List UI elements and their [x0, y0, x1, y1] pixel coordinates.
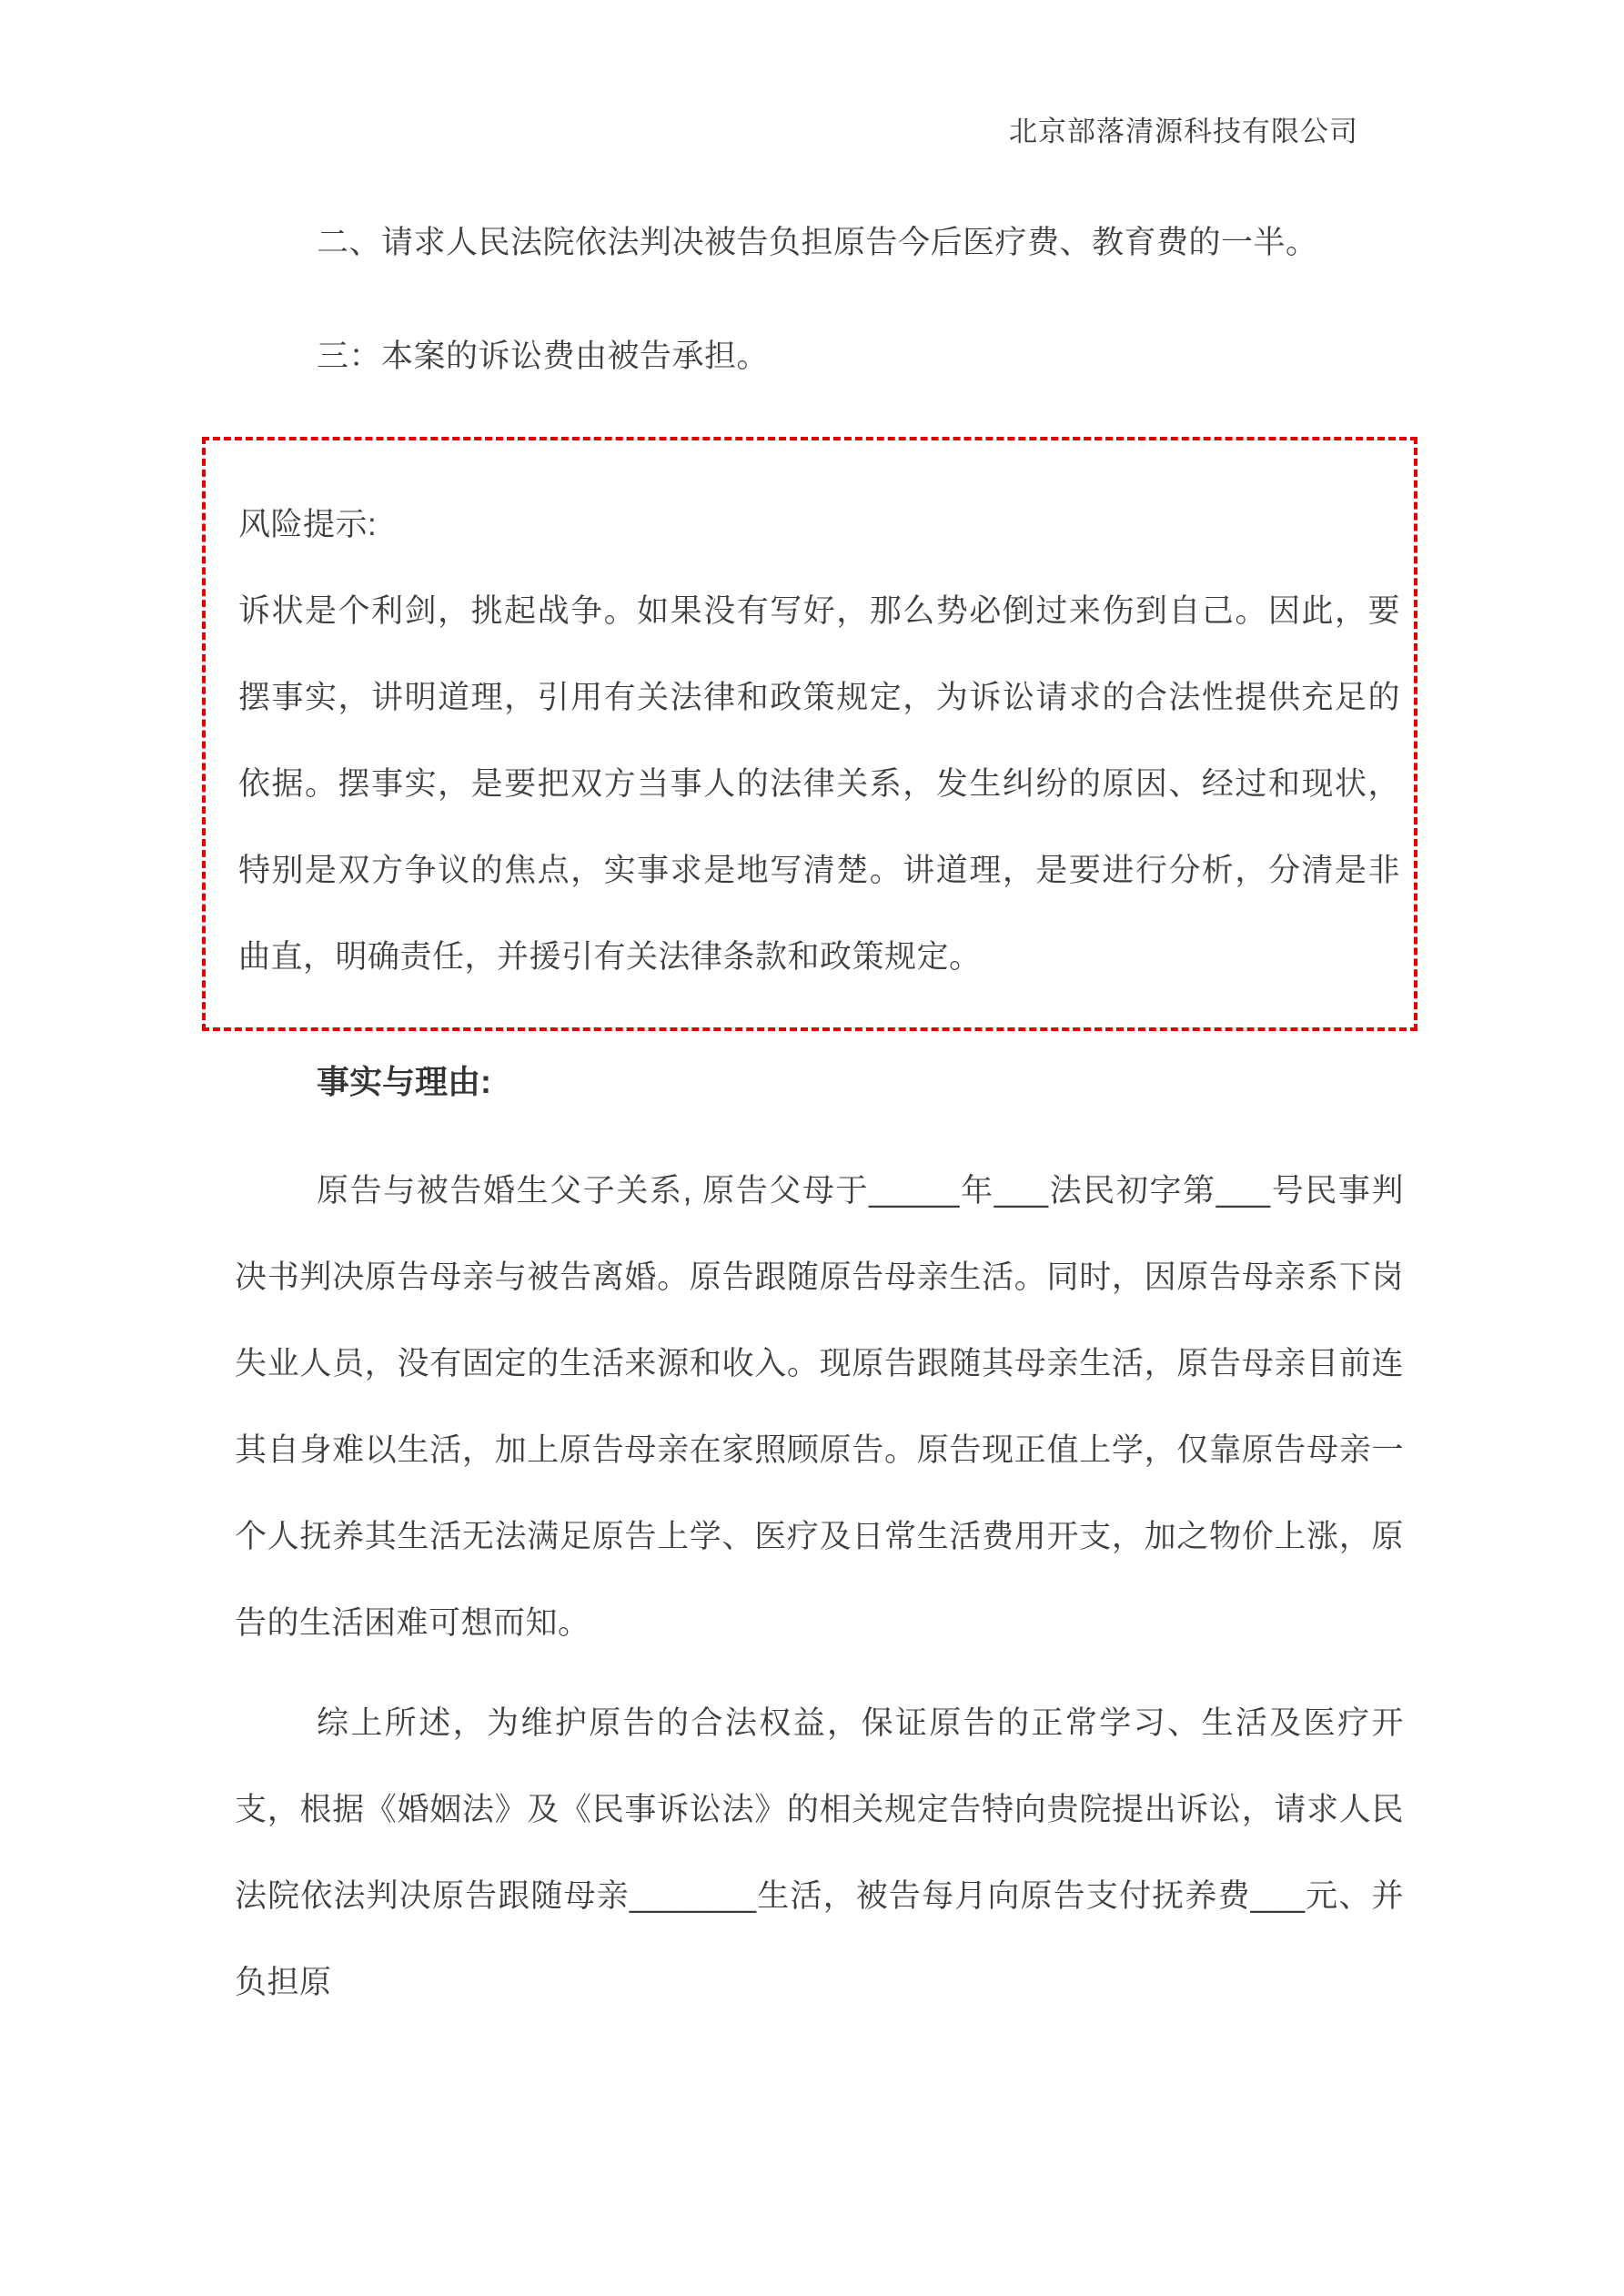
claim-item-3: 三：本案的诉讼费由被告承担。 [317, 338, 770, 374]
risk-notice-body: 诉状是个利剑，挑起战争。如果没有写好，那么势必倒过来伤到自己。因此，要摆事实，讲明道理，引用有关法律和政策规定，为诉讼请求的合法性提供充足的依据。摆事实，是要把双方当事人的法律关系，发生纠纷的原因、经过和现状，特别是双方争议的焦点，实事求是地写清楚。讲道理，是要进行分析，分清是非曲直，明确责任，并援引有关法律条款和政策规定。 [238, 592, 1400, 975]
company-name: 北京部落清源科技有限公司 [1009, 116, 1358, 147]
risk-notice-box [202, 437, 1417, 1031]
claim-item-2: 二、请求人民法院依法判决被告负担原告今后医疗费、教育费的一半。 [317, 224, 1318, 260]
risk-notice-title: 风险提示: [238, 506, 378, 542]
document-header [235, 0, 1404, 150]
facts-and-reasons-heading: 事实与理由: [317, 1062, 491, 1100]
facts-paragraph-2: 综上所述，为维护原告的合法权益，保证原告的正常学习、生活及医疗开支，根据《婚姻法》及《民事诉讼法》的相关规定告特向贵院提出诉讼，请求人民法院依法判决原告跟随母亲_______生活，被告每月向原告支付抚养费___元、并负担原 [235, 1704, 1404, 2000]
facts-paragraph-1: 原告与被告婚生父子关系, 原告父母于_____年___法民初字第___号民事判决书判决原告母亲与被告离婚。原告跟随原告母亲生活。同时，因原告母亲系下岗失业人员，没有固定的生活来源和收入。现原告跟随其母亲生活，原告母亲目前连其自身难以生活，加上原告母亲在家照顾原告。原告现正值上学，仅靠原告母亲一个人抚养其生活无法满足原告上学、医疗及日常生活费用开支，加之物价上涨，原告的生活困难可想而知。 [235, 1172, 1404, 1641]
